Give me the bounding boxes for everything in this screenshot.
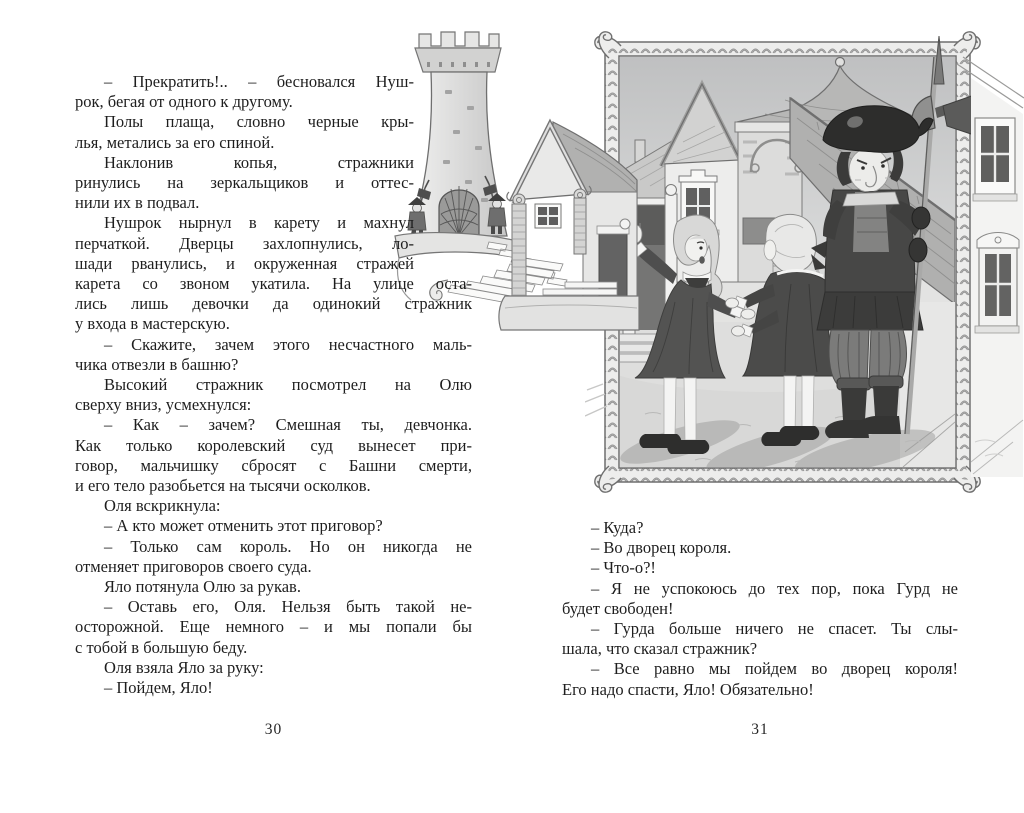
paragraph: [75, 597, 472, 658]
paragraph: [75, 577, 472, 597]
text-line: Его надо спасти, Яло! Обязательно!: [562, 679, 814, 699]
page-30-number: 30: [264, 721, 283, 738]
shoe: [779, 426, 819, 440]
paragraph: [562, 518, 958, 538]
text-line: – Скажите, зачем этого несчастного маль-: [104, 334, 472, 354]
paragraph: [75, 516, 472, 536]
text-line: – Во дворец короля.: [591, 538, 732, 558]
text-line: – Что-о?!: [591, 558, 656, 578]
glove: [912, 207, 930, 229]
paragraph: [562, 558, 958, 578]
paragraph: [75, 678, 472, 698]
text-line: карета со звоном укатила. На улице оста-: [75, 274, 472, 294]
paragraph: [562, 538, 958, 558]
text-line: лись лишь девочки да одинокий стражник: [75, 294, 472, 314]
text-line: – Все равно мы пойдем во дворец короля!: [591, 659, 958, 679]
street-scene-illustration: [585, 22, 1024, 514]
paragraph: [75, 335, 472, 375]
text-line: отменяет приговоров своего суда.: [75, 556, 312, 576]
breeches: [829, 330, 869, 384]
stocking: [684, 378, 696, 440]
text-line: говор, мальчишку сбросят с Башни смерти,: [75, 455, 472, 475]
paragraph: [562, 619, 958, 659]
text-line: – А кто может отменить этот приговор?: [104, 516, 383, 536]
page-31-number: 31: [751, 721, 769, 738]
text-line: лья, метались за его спиной.: [75, 132, 275, 152]
paragraph: [75, 72, 472, 112]
boot: [841, 388, 867, 420]
collar: [843, 192, 899, 206]
text-line: – Куда?: [591, 518, 644, 537]
text-line: Высокий стражник посмотрел на Олю: [104, 375, 472, 395]
text-line: осторожной. Еще немного – и мы попали бы: [75, 617, 472, 637]
paragraph: [75, 415, 472, 496]
text-line: ринулись на зеркальщиков и оттес-: [75, 173, 414, 193]
text-line: рок, бегая от одного к другому.: [75, 92, 293, 112]
text-line: чика отвезли в башню?: [75, 354, 239, 374]
steps-outside-frame-left: [585, 384, 607, 416]
text-line: – Оставь его, Оля. Нельзя быть такой не-: [104, 597, 472, 617]
skirt: [817, 292, 923, 330]
paragraph: [75, 537, 472, 577]
text-line: – Как – зачем? Смешная ты, девчонка.: [104, 415, 472, 435]
text-line: Как только королевский суд вынесет при-: [75, 435, 472, 455]
text-line: Яло потянула Олю за рукав.: [104, 577, 301, 597]
text-line: перчаткой. Дверцы захлопнулись, ло-: [75, 233, 414, 253]
face: [849, 148, 889, 192]
paragraph: [75, 153, 472, 214]
stocking: [802, 376, 814, 428]
paragraph: [75, 375, 472, 415]
text-line: шала, что сказал стражник?: [562, 639, 758, 659]
text-line: Оля вскрикнула:: [104, 496, 221, 516]
paragraph: [75, 496, 472, 516]
open-mouth: [699, 256, 705, 264]
shoe: [667, 440, 709, 454]
paragraph: [75, 658, 472, 678]
text-line: – Прекратить!.. – бесновался Нуш-: [104, 72, 414, 91]
text-line: и его тело разобьется на тысячи осколков.: [75, 476, 371, 496]
text-line: Полы плаща, словно черные кры-: [104, 112, 414, 132]
text-line: сверху вниз, усмехнулся:: [75, 395, 252, 415]
stocking: [664, 378, 676, 436]
text-line: Нушрок нырнул в карету и махнул: [104, 213, 414, 233]
stocking: [784, 376, 796, 434]
text-line: – Пойдем, Яло!: [104, 678, 213, 698]
paragraph: [75, 213, 472, 334]
text-line: Оля взяла Яло за руку:: [104, 657, 264, 677]
text-line: – Я не успокоюсь до тех пор, пока Гурд не: [591, 578, 958, 598]
glove: [909, 238, 927, 262]
paragraph: [75, 112, 472, 152]
page-31-text: [562, 518, 958, 700]
text-line: будет свободен!: [562, 598, 674, 618]
text-line: с тобой в большую беду.: [75, 637, 248, 657]
text-line: у входа в мастерскую.: [75, 314, 230, 334]
battlements: [419, 32, 499, 48]
paragraph: [562, 659, 958, 699]
text-line: – Гурда больше ничего не спасет. Ты слы-: [591, 619, 958, 639]
page-30-text: [75, 72, 472, 698]
text-line: нили их в подвал.: [75, 193, 200, 213]
paragraph: [562, 579, 958, 619]
text-line: Наклонив копья, стражники: [104, 152, 414, 172]
text-line: – Только сам король. Но он никогда не: [104, 536, 472, 556]
text-line: шади рванулись, и окруженная стражей: [75, 253, 414, 273]
